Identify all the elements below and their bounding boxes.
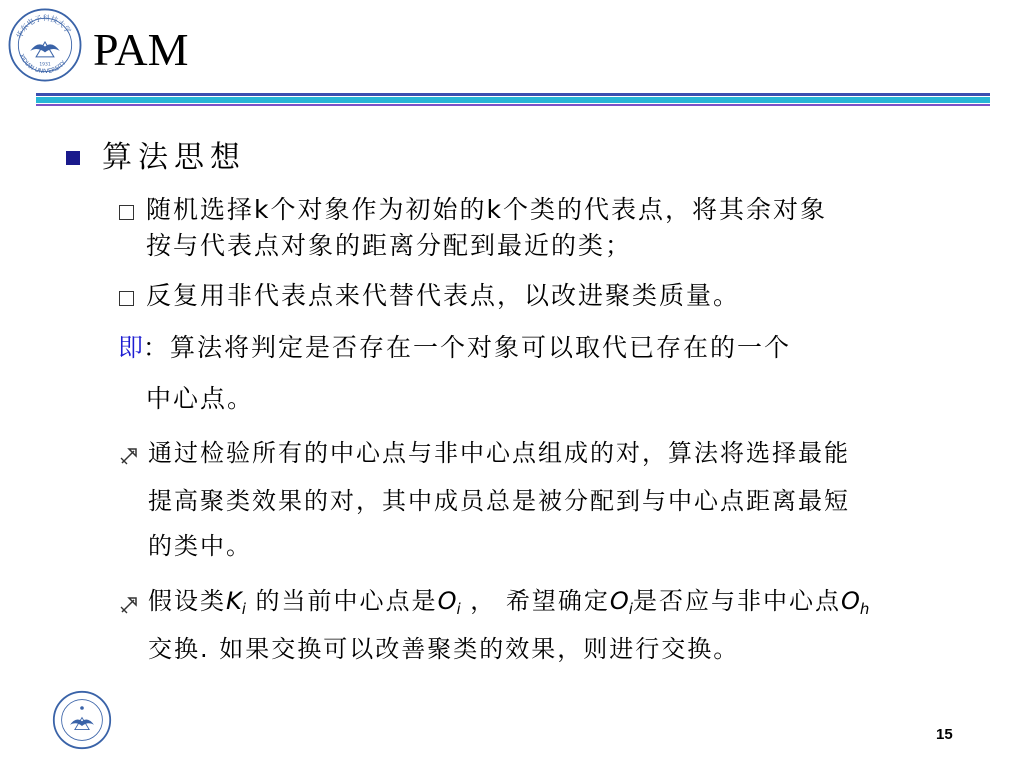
square-bullet-icon	[66, 151, 80, 165]
arrow-bullet-icon	[118, 592, 142, 616]
page-number: 15	[936, 726, 953, 743]
bullet-1-line-3: 的类中。	[148, 532, 252, 560]
bullet-2-line-2: 交换. 如果交换可以改善聚类的效果，则进行交换。	[148, 635, 740, 663]
center-symbol-o: O	[437, 587, 457, 615]
point-1-line-2: 按与代表点对象的距离分配到最近的类；	[146, 231, 633, 260]
noncenter-symbol-o: O	[840, 587, 860, 615]
cluster-symbol-k: K	[226, 587, 242, 615]
subscript-i: i	[628, 600, 633, 618]
bullet-1-line-2: 提高聚类效果的对，其中成员总是被分配到与中心点距离最短	[148, 487, 850, 515]
summary-line-2: 中心点。	[146, 384, 255, 413]
bullet-2-text-c: ， 希望确定	[460, 587, 610, 615]
section-heading: 算法思想	[102, 140, 246, 175]
point-2-line-1: 反复用非代表点来代替代表点，以改进聚类质量。	[146, 281, 741, 310]
bullet-2-text-d: 是否应与非中心点	[632, 587, 841, 615]
slide-title: PAM	[93, 24, 189, 75]
point-1-line-1: 随机选择k个对象作为初始的k个类的代表点，将其余对象	[146, 195, 827, 224]
arrow-bullet-icon	[118, 443, 142, 467]
university-seal-icon	[52, 690, 112, 750]
emphasis-label: 即	[118, 333, 146, 362]
hollow-square-bullet-icon	[119, 205, 134, 220]
title-divider-bottom	[36, 104, 990, 106]
title-divider-middle	[36, 97, 990, 103]
bullet-2-text-a: 假设类	[148, 587, 226, 615]
bullet-1-line-1: 通过检验所有的中心点与非中心点组成的对，算法将选择最能	[148, 439, 850, 467]
bullet-2-line-1	[148, 585, 869, 625]
bullet-2-text-b: 的当前中心点是	[245, 587, 438, 615]
center-symbol-o: O	[609, 587, 629, 615]
title-divider-top	[36, 93, 990, 96]
logo-chinese-text: 华东电子科技大学	[14, 13, 73, 40]
summary-line-1: ：算法将判定是否存在一个对象可以取代已存在的一个	[143, 333, 792, 362]
subscript-i: i	[456, 600, 461, 618]
hollow-square-bullet-icon	[119, 291, 134, 306]
logo-english-text: XIDIAN UNIVERSITY	[17, 53, 68, 76]
logo-year: 1931	[39, 62, 51, 68]
subscript-i: i	[241, 600, 246, 618]
subscript-h: h	[859, 600, 870, 618]
university-logo	[8, 8, 82, 82]
